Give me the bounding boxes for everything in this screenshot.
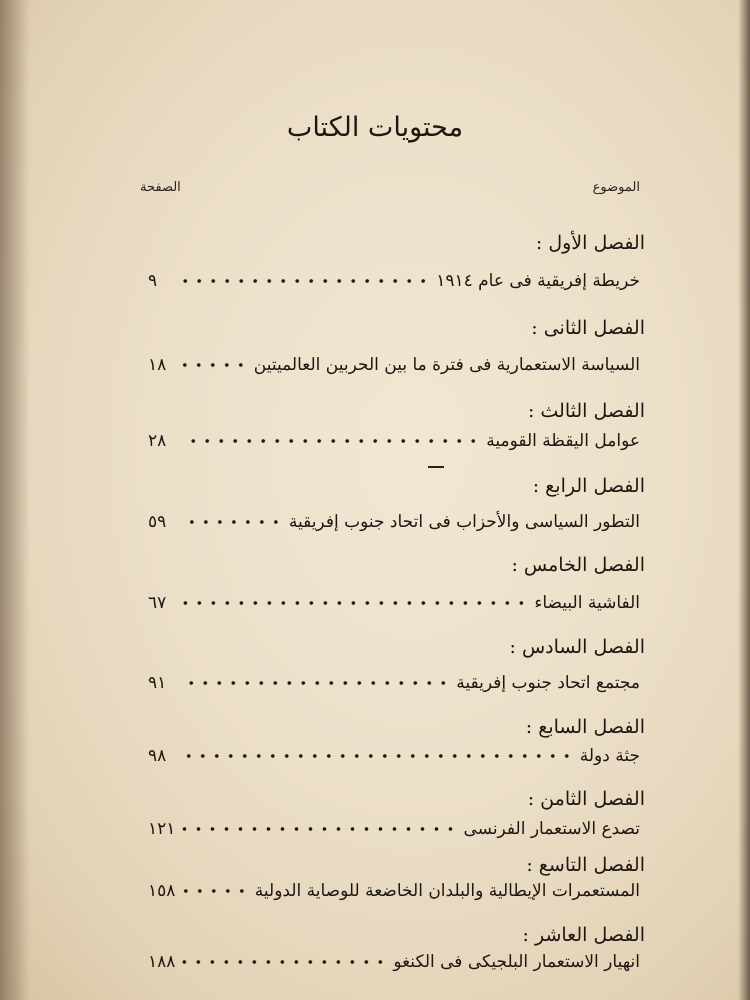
page-title: محتويات الكتاب [286, 112, 464, 143]
toc-entry-page-number: ١٢١ [148, 819, 176, 839]
toc-entry-page-number: ٥٩ [148, 512, 167, 532]
toc-entry [148, 944, 640, 972]
chapter-heading: الفصل الرابع : [532, 475, 645, 497]
chapter-heading: الفصل التاسع : [526, 854, 645, 876]
toc-entry [148, 504, 640, 532]
toc-entry [148, 423, 640, 451]
dot-leader [182, 959, 387, 965]
toc-entry-page-number: ٩١ [148, 673, 167, 693]
dot-leader [182, 519, 283, 525]
toc-entry [148, 347, 640, 375]
toc-entry [148, 585, 640, 613]
column-header-page: الصفحة [140, 180, 181, 195]
toc-entry-page-number: ٦٧ [148, 593, 167, 613]
toc-entry-title: خريطة إفريقية فى عام ١٩١٤ [436, 271, 640, 291]
dot-leader [182, 438, 480, 444]
toc-entry [148, 263, 640, 291]
toc-entry-page-number: ٩ [148, 271, 158, 291]
toc-entry-title: المستعمرات الإيطالية والبلدان الخاضعة للوصاية الدولية [254, 881, 640, 901]
dot-leader [182, 753, 574, 759]
toc-entry-page-number: ١٥٨ [148, 881, 176, 901]
toc-entry-title: مجتمع اتحاد جنوب إفريقية [456, 673, 640, 693]
toc-entry [148, 873, 640, 901]
toc-entry-page-number: ١٨٨ [148, 952, 176, 972]
chapter-heading: الفصل السادس : [509, 636, 645, 658]
toc-entry-title: التطور السياسى والأحزاب فى اتحاد جنوب إفريقية [288, 512, 640, 532]
toc-entry-title: انهيار الاستعمار البلجيكى فى الكنغو [393, 952, 640, 972]
toc-entry-title: تصدع الاستعمار الفرنسى [463, 819, 640, 839]
toc-entry-page-number: ٢٨ [148, 431, 167, 451]
chapter-heading: الفصل الأول : [535, 232, 645, 254]
chapter-heading: الفصل السابع : [525, 716, 645, 738]
chapter-heading: الفصل الخامس : [511, 554, 645, 576]
chapter-heading: الفصل الثالث : [527, 400, 645, 422]
page-gutter-shadow [0, 0, 30, 1000]
dot-leader [182, 680, 450, 686]
toc-entry-page-number: ١٨ [148, 355, 167, 375]
dot-leader [182, 826, 457, 832]
toc-entry-title: الفاشية البيضاء [534, 593, 640, 613]
stray-dash-mark [428, 466, 444, 468]
toc-entry-title: السياسة الاستعمارية فى فترة ما بين الحربين العالميتين [253, 355, 640, 375]
chapter-heading: الفصل الثامن : [527, 788, 645, 810]
chapter-heading: الفصل العاشر : [522, 924, 645, 946]
chapter-heading: الفصل الثانى : [531, 317, 645, 339]
column-header-topic: الموضوع [592, 180, 640, 195]
page-edge-shadow [738, 0, 750, 1000]
dot-leader [182, 600, 528, 606]
toc-entry-page-number: ٩٨ [148, 746, 167, 766]
toc-entry-title: جثة دولة [579, 746, 640, 766]
dot-leader [182, 888, 249, 894]
toc-entry [148, 738, 640, 766]
toc-entry [148, 665, 640, 693]
dot-leader [182, 278, 430, 284]
dot-leader [182, 362, 248, 368]
toc-entry-title: عوامل اليقظة القومية [486, 431, 640, 451]
toc-entry [148, 811, 640, 839]
